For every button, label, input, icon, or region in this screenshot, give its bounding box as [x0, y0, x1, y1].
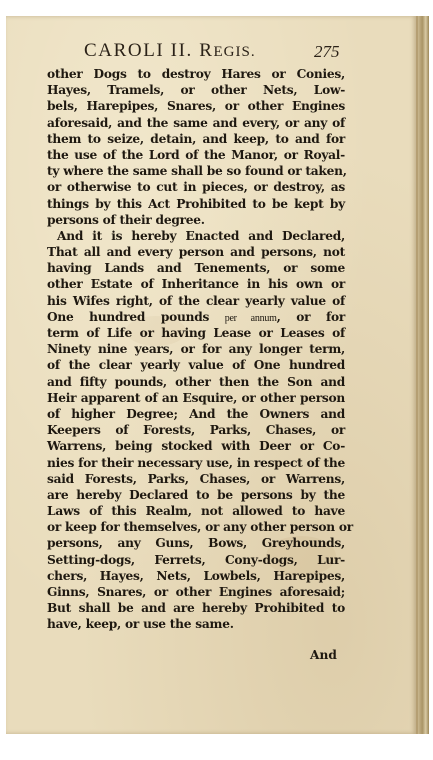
running-title	[84, 40, 256, 62]
running-title-main: CAROLI II. R	[84, 40, 214, 61]
text-line: having Lands and Tenements, or some	[47, 261, 345, 276]
running-head	[0, 40, 433, 64]
running-title-smallcaps: EGIS.	[213, 44, 256, 60]
text-line: have, keep, or use the same.	[47, 617, 234, 632]
text-line: Laws of this Realm, not allowed to have	[47, 504, 345, 519]
text-line: his Wifes right, of the clear yearly value of	[47, 293, 345, 308]
text-line: Hayes, Tramels, or other Nets, Low-	[47, 83, 345, 98]
text-line: or otherwise to cut in pieces, or destroy, as	[47, 180, 345, 195]
text-line: persons, any Guns, Bows, Greyhounds,	[47, 536, 345, 551]
text-line: That all and every person and persons, not	[47, 245, 345, 260]
latin-phrase: per annum	[224, 312, 277, 324]
text-line: them to seize, detain, and keep, to and for	[47, 131, 345, 146]
text-segment: One hundred pounds	[47, 309, 210, 324]
catchword: And	[310, 648, 337, 662]
text-line: other Estate of Inheritance in his own or	[47, 277, 345, 292]
text-line: are hereby Declared to be persons by the	[47, 487, 345, 502]
text-line: said Forests, Parks, Chases, or Warrens,	[47, 471, 345, 486]
text-line: of higher Degree; And the Owners and	[47, 406, 345, 421]
page-edge	[418, 16, 429, 734]
text-line: other Dogs to destroy Hares or Conies,	[47, 67, 345, 81]
page-number: 275	[314, 42, 340, 61]
text-line: and fifty pounds, other then the Son and	[47, 374, 345, 389]
text-line: the use of the Lord of the Manor, or Royal-	[47, 147, 345, 162]
text-line: Ginns, Snares, or other Engines aforesaid;	[47, 585, 345, 599]
text-line: of the clear yearly value of One hundred	[47, 358, 345, 373]
text-line: Warrens, being stocked with Deer or Co-	[47, 439, 345, 454]
text-line: But shall be and are hereby Prohibited to	[47, 601, 345, 616]
text-line: chers, Hayes, Nets, Lowbels, Harepipes,	[47, 568, 345, 583]
text-line: term of Life or having Lease or Leases of	[47, 326, 345, 340]
text-line: bels, Harepipes, Snares, or other Engines	[47, 99, 345, 114]
text-line: or keep for themselves, or any other person or	[47, 520, 353, 535]
text-line: aforesaid, and the same and every, or any of	[47, 115, 345, 130]
text-line: nies for their necessary use, in respect of the	[47, 455, 345, 470]
text-line: things by this Act Prohibited to be kept by	[47, 196, 345, 211]
text-line: persons of their degree.	[47, 212, 205, 227]
text-line-with-latin	[47, 309, 345, 325]
text-line: Heir apparent of an Esquire, or other person	[47, 390, 345, 405]
body-text	[47, 66, 353, 633]
text-segment: , or for	[276, 309, 345, 324]
text-line: Ninety nine years, or for any longer term,	[47, 342, 345, 357]
paragraph-start-line: And it is hereby Enacted and Declared,	[57, 228, 345, 243]
text-line: Keepers of Forests, Parks, Chases, or	[47, 423, 345, 438]
text-line: Setting-dogs, Ferrets, Cony-dogs, Lur-	[47, 552, 345, 567]
text-line: ty where the same shall be so found or taken,	[47, 164, 347, 179]
